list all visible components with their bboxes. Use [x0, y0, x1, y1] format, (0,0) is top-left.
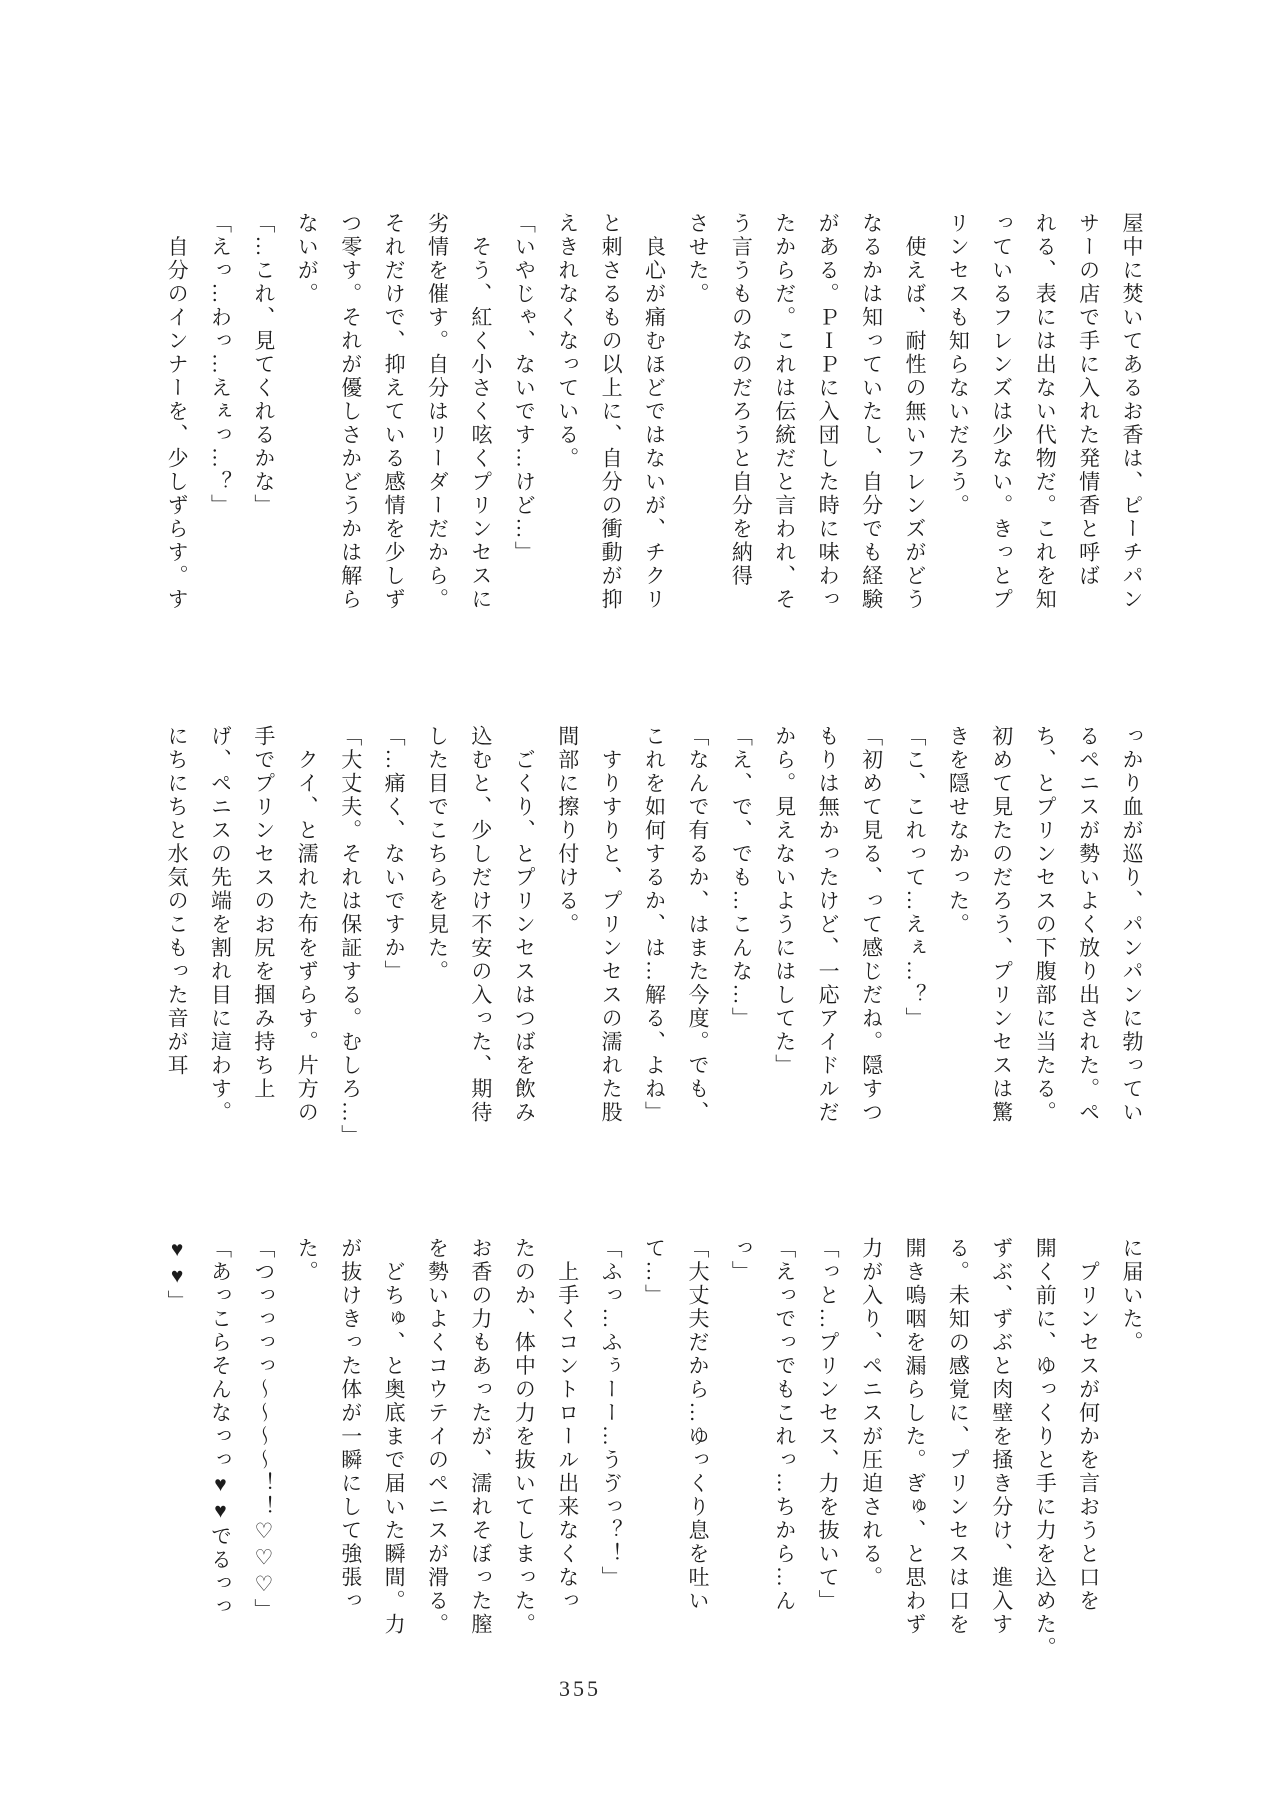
- text-line: 「えっ…わっ…えぇっ…？」: [208, 212, 233, 518]
- text-line: 良心が痛むほどではないが、チクリ: [642, 212, 667, 612]
- text-line: から。見えないようにはしてた」: [772, 725, 797, 1078]
- text-line: クイ、と濡れた布をずらす。片方の: [295, 725, 320, 1125]
- text-line: に届いた。: [1120, 1237, 1144, 1355]
- text-line: 「えっでっでもこれっ…ちから…ん: [772, 1237, 797, 1613]
- text-line: う言うものなのだろうと自分を納得: [729, 212, 754, 588]
- text-line: 「え、で、でも…こんな…」: [729, 725, 754, 1031]
- text-line: ないが。: [295, 212, 320, 306]
- text-line: 屋中に焚いてあるお香は、ピーチパン: [1120, 212, 1144, 612]
- text-line: るペニスが勢いよく放り出された。ペ: [1076, 725, 1101, 1125]
- text-block-top: [155, 212, 1153, 638]
- text-line: 間部に擦り付ける。: [555, 725, 580, 937]
- text-line: そう、紅く小さく呟くプリンセスに: [468, 212, 493, 612]
- text-line: 「大丈夫だから…ゆっくり息を吐い: [685, 1237, 710, 1613]
- text-line: プリンセスが何かを言おうと口を: [1076, 1237, 1101, 1613]
- text-line: ち、とプリンセスの下腹部に当たる。: [1033, 725, 1058, 1125]
- text-line: っかり血が巡り、パンパンに勃ってい: [1120, 725, 1144, 1125]
- text-line: ♥♥」: [165, 1237, 190, 1314]
- text-line: もりは無かったけど、一応アイドルだ: [816, 725, 841, 1125]
- text-line: 使えば、耐性の無いフレンズがどう: [902, 212, 927, 612]
- text-line: 開く前に、ゆっくりと手に力を込めた。: [1033, 1237, 1058, 1660]
- text-line: れる、表には出ない代物だ。これを知: [1033, 212, 1058, 612]
- text-line: ずぶ、ずぶと肉壁を掻き分け、進入す: [989, 1237, 1014, 1637]
- text-line: にちにちと水気のこもった音が耳: [165, 725, 190, 1078]
- text-line: リンセスも知らないだろう。: [946, 212, 971, 518]
- text-line: 「いやじゃ、ないです…けど…」: [512, 212, 537, 565]
- text-block-bottom: [155, 1237, 1153, 1663]
- text-line: つ零す。それが優しさかどうかは解ら: [338, 212, 363, 612]
- text-line: これを如何するか、は…解る、よね」: [642, 725, 667, 1125]
- page-number: 355: [559, 1676, 601, 1701]
- text-line: えきれなくなっている。: [555, 212, 580, 471]
- text-line: た。: [295, 1237, 320, 1284]
- text-line: 上手くコントロール出来なくなっ: [555, 1237, 580, 1613]
- text-line: 「あっこらそんなっっ♥♥でるっっ: [208, 1237, 233, 1619]
- text-line: 込むと、少しだけ不安の入った、期待: [468, 725, 493, 1125]
- text-line: を勢いよくコウテイのペニスが滑る。: [425, 1237, 450, 1637]
- text-line: が抜けきった体が一瞬にして強張っ: [338, 1237, 363, 1613]
- text-line: っ」: [729, 1237, 754, 1284]
- text-line: 「初めて見る、って感じだね。隠すつ: [859, 725, 884, 1125]
- text-line: した目でこちらを見た。: [425, 725, 450, 984]
- text-line: きを隠せなかった。: [946, 725, 971, 937]
- text-line: どちゅ、と奥底まで届いた瞬間。力: [382, 1237, 407, 1637]
- text-line: げ、ペニスの先端を割れ目に這わす。: [208, 725, 233, 1125]
- text-line: たからだ。これは伝統だと言われ、そ: [772, 212, 797, 612]
- text-line: お香の力もあったが、濡れそぼった膣: [468, 1237, 493, 1637]
- text-line: 開き嗚咽を漏らした。ぎゅ、と思わず: [902, 1237, 927, 1637]
- text-line: それだけで、抑えている感情を少しず: [382, 212, 407, 612]
- text-line: サーの店で手に入れた発情香と呼ば: [1076, 212, 1101, 588]
- text-line: 力が入り、ペニスが圧迫される。: [859, 1237, 884, 1590]
- text-line: 「…これ、見てくれるかな」: [251, 212, 276, 518]
- text-line: 「ふっ…ふぅーー…うゔっ？！」: [599, 1237, 624, 1590]
- text-line: っているフレンズは少ない。きっとプ: [989, 212, 1014, 612]
- text-line: なるかは知っていたし、自分でも経験: [859, 212, 884, 612]
- text-line: て…」: [642, 1237, 667, 1308]
- text-line: がある。ＰＩＰに入団した時に味わっ: [816, 212, 841, 612]
- text-line: 自分のインナーを、少しずらす。す: [165, 212, 190, 612]
- text-block-middle: [155, 725, 1153, 1151]
- text-line: 「こ、これって…えぇ…？」: [902, 725, 927, 1031]
- text-line: 「…痛く、ないですか」: [382, 725, 407, 984]
- text-line: 手でプリンセスのお尻を掴み持ち上: [251, 725, 276, 1101]
- text-line: させた。: [685, 212, 710, 306]
- text-line: たのか、体中の力を抜いてしまった。: [512, 1237, 537, 1637]
- text-line: すりすりと、プリンセスの濡れた股: [599, 725, 624, 1125]
- text-line: 「つっっっっ〜〜〜〜！！♡♡♡」: [251, 1237, 276, 1622]
- text-line: 「っと…プリンセス、力を抜いて」: [816, 1237, 841, 1613]
- text-line: ごくり、とプリンセスはつばを飲み: [512, 725, 537, 1125]
- text-line: 初めて見たのだろう、プリンセスは驚: [989, 725, 1014, 1125]
- text-line: 「大丈夫。それは保証する。むしろ…」: [338, 725, 363, 1148]
- text-line: 劣情を催す。自分はリーダーだから。: [425, 212, 450, 612]
- text-line: る。未知の感覚に、プリンセスは口を: [946, 1237, 971, 1637]
- text-line: と刺さるもの以上に、自分の衝動が抑: [599, 212, 624, 612]
- text-line: 「なんで有るか、はまた今度。でも、: [685, 725, 710, 1125]
